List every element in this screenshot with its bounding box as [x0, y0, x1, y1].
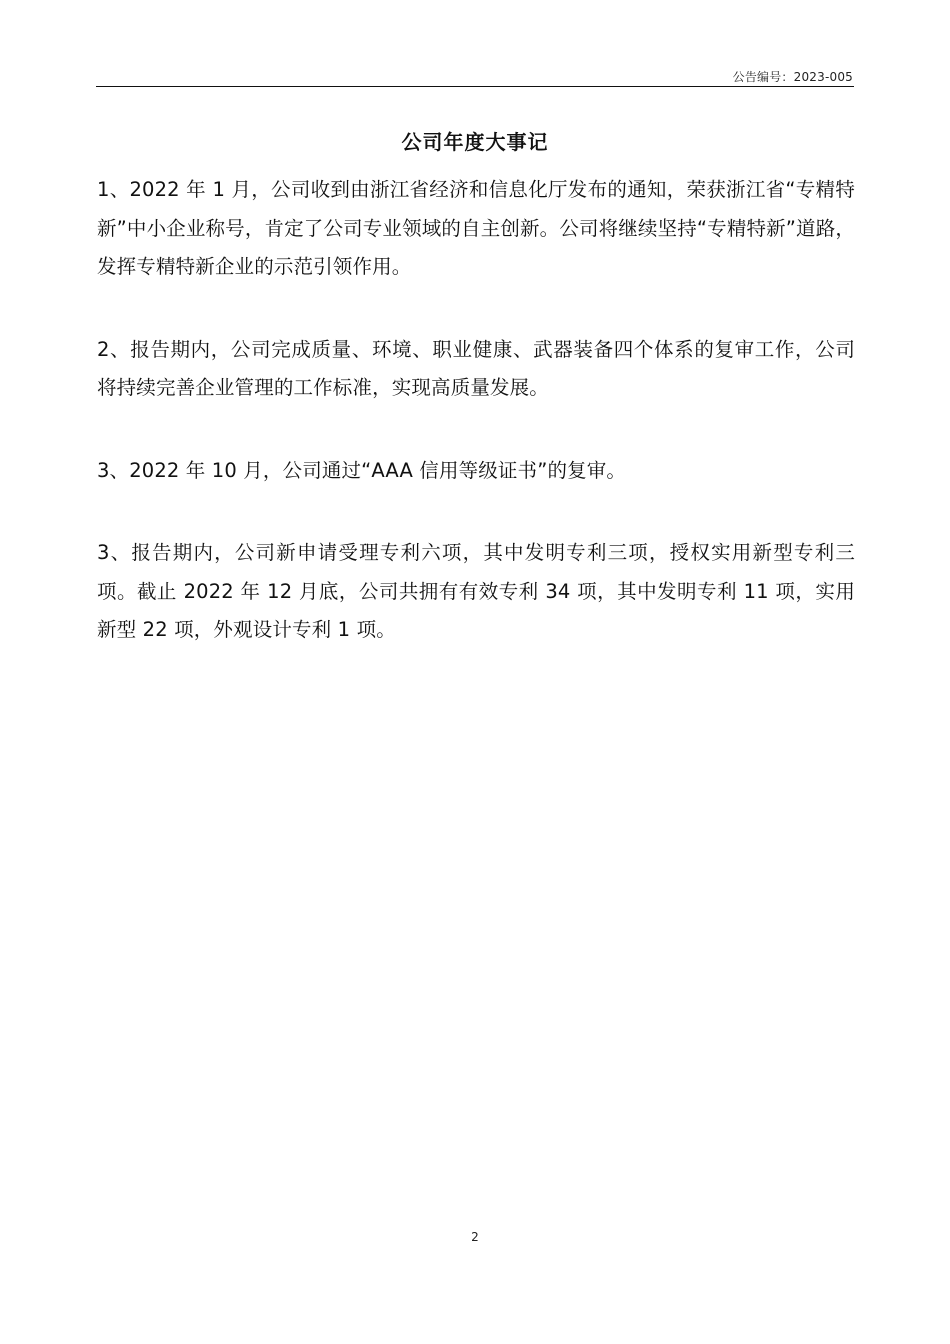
event-paragraph-1: 1、2022 年 1 月，公司收到由浙江省经济和信息化厅发布的通知，荣获浙江省“专精特新”中小企业称号，肯定了公司专业领域的自主创新。公司将继续坚持“专精特新”道路，发挥专精特新企业的示范引领作用。	[97, 178, 855, 278]
announcement-code: 公告编号：2023-005	[732, 70, 853, 84]
event-paragraph-3: 3、2022 年 10 月，公司通过“AAA 信用等级证书”的复审。	[97, 458, 627, 482]
event-paragraph-2: 2、报告期内，公司完成质量、环境、职业健康、武器装备四个体系的复审工作，公司将持续完善企业管理的工作标准，实现高质量发展。	[97, 337, 855, 399]
header-divider	[96, 86, 854, 87]
page-number: 2	[471, 1230, 479, 1244]
event-paragraph-4: 3、报告期内，公司新申请受理专利六项，其中发明专利三项，授权实用新型专利三项。截止 2022 年 12 月底，公司共拥有有效专利 34 项，其中发明专利 11 项，实用新型 22 项，外观设计专利 1 项。	[97, 541, 855, 641]
document-body	[97, 171, 855, 694]
document-title: 公司年度大事记	[401, 130, 549, 154]
